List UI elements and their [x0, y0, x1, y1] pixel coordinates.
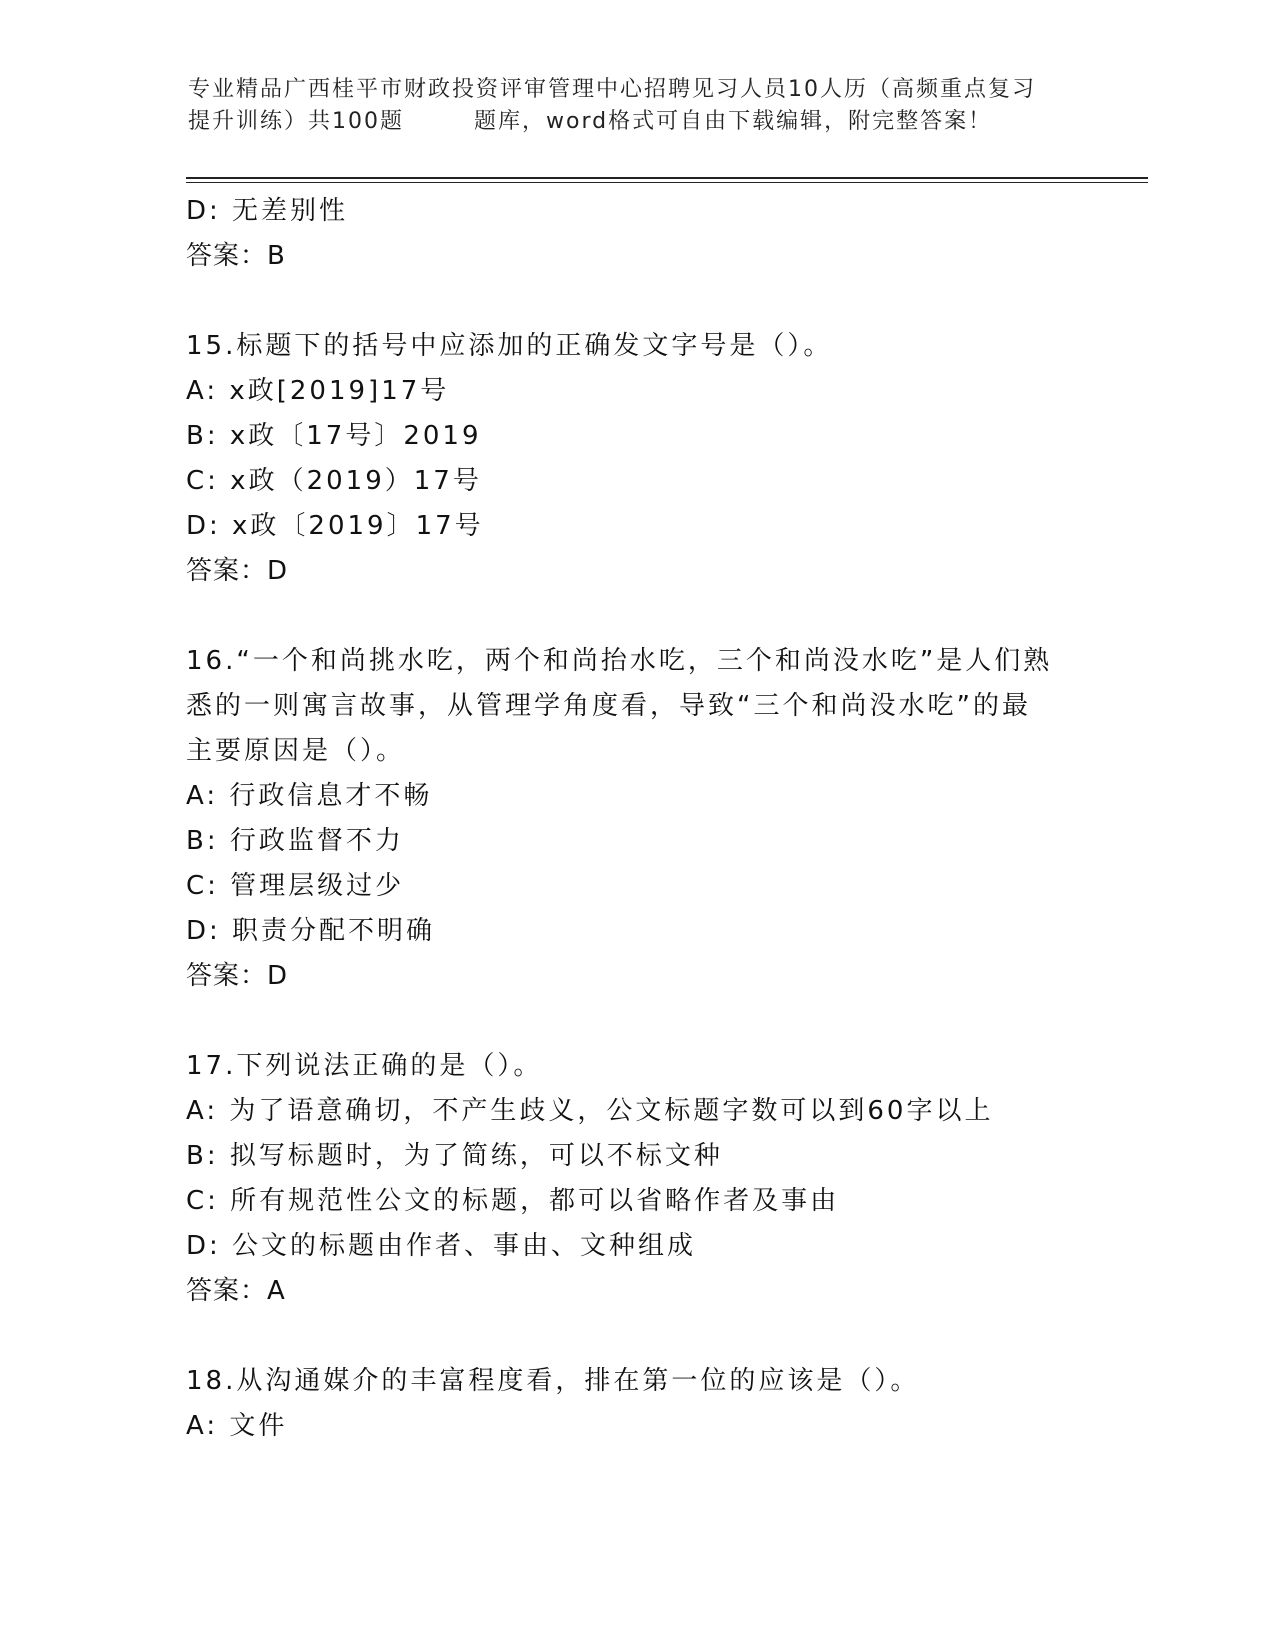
option-b: B: 行政监督不力 — [186, 826, 404, 856]
header-title-line2-part1: 提升训练）共100题 — [188, 109, 404, 134]
question-stem: 18.从沟通媒介的丰富程度看，排在第一位的应该是（）。 — [186, 1366, 920, 1396]
option-d: D: 无差别性 — [186, 196, 349, 226]
header-title-line2 — [188, 106, 1088, 138]
header-title-line1: 专业精品广西桂平市财政投资评审管理中心招聘见习人员10人历（高频重点复习 — [188, 77, 1036, 102]
question-list — [186, 189, 1086, 1449]
option-a: A: 为了语意确切，不产生歧义，公文标题字数可以到60字以上 — [186, 1096, 994, 1126]
question-stem-line2: 悉的一则寓言故事，从管理学角度看，导致“三个和尚没水吃”的最 — [186, 691, 1031, 721]
header-rule-thin — [186, 182, 1148, 183]
page-header — [188, 74, 1088, 138]
option-b: B: 拟写标题时，为了简练，可以不标文种 — [186, 1141, 723, 1171]
question-18 — [186, 1359, 1086, 1449]
header-title-line2-part2: 题库，word格式可自由下载编辑，附完整答案！ — [474, 109, 993, 134]
answer: 答案：B — [186, 241, 286, 271]
option-c: C: 管理层级过少 — [186, 871, 405, 901]
option-c: C: x政（2019）17号 — [186, 466, 482, 496]
answer: 答案：D — [186, 961, 289, 991]
option-c: C: 所有规范性公文的标题，都可以省略作者及事由 — [186, 1186, 840, 1216]
option-d: D: 公文的标题由作者、事由、文种组成 — [186, 1231, 697, 1261]
question-16 — [186, 639, 1086, 999]
question-stem-line1: 16.“一个和尚挑水吃，两个和尚抬水吃，三个和尚没水吃”是人们熟 — [186, 646, 1053, 676]
question-stem: 15.标题下的括号中应添加的正确发文字号是（）。 — [186, 331, 833, 361]
answer: 答案：D — [186, 556, 289, 586]
option-b: B: x政〔17号〕2019 — [186, 421, 482, 451]
option-d: D: x政〔2019〕17号 — [186, 511, 484, 541]
header-rule-thick — [186, 177, 1148, 179]
question-stem: 17.下列说法正确的是（）。 — [186, 1051, 543, 1081]
option-a: A: 文件 — [186, 1411, 288, 1441]
answer: 答案：A — [186, 1276, 286, 1306]
question-14 — [186, 189, 1086, 279]
option-d: D: 职责分配不明确 — [186, 916, 436, 946]
question-stem-line3: 主要原因是（）。 — [186, 736, 406, 766]
question-15 — [186, 324, 1086, 594]
option-a: A: x政[2019]17号 — [186, 376, 450, 406]
question-17 — [186, 1044, 1086, 1314]
option-a: A: 行政信息才不畅 — [186, 781, 433, 811]
